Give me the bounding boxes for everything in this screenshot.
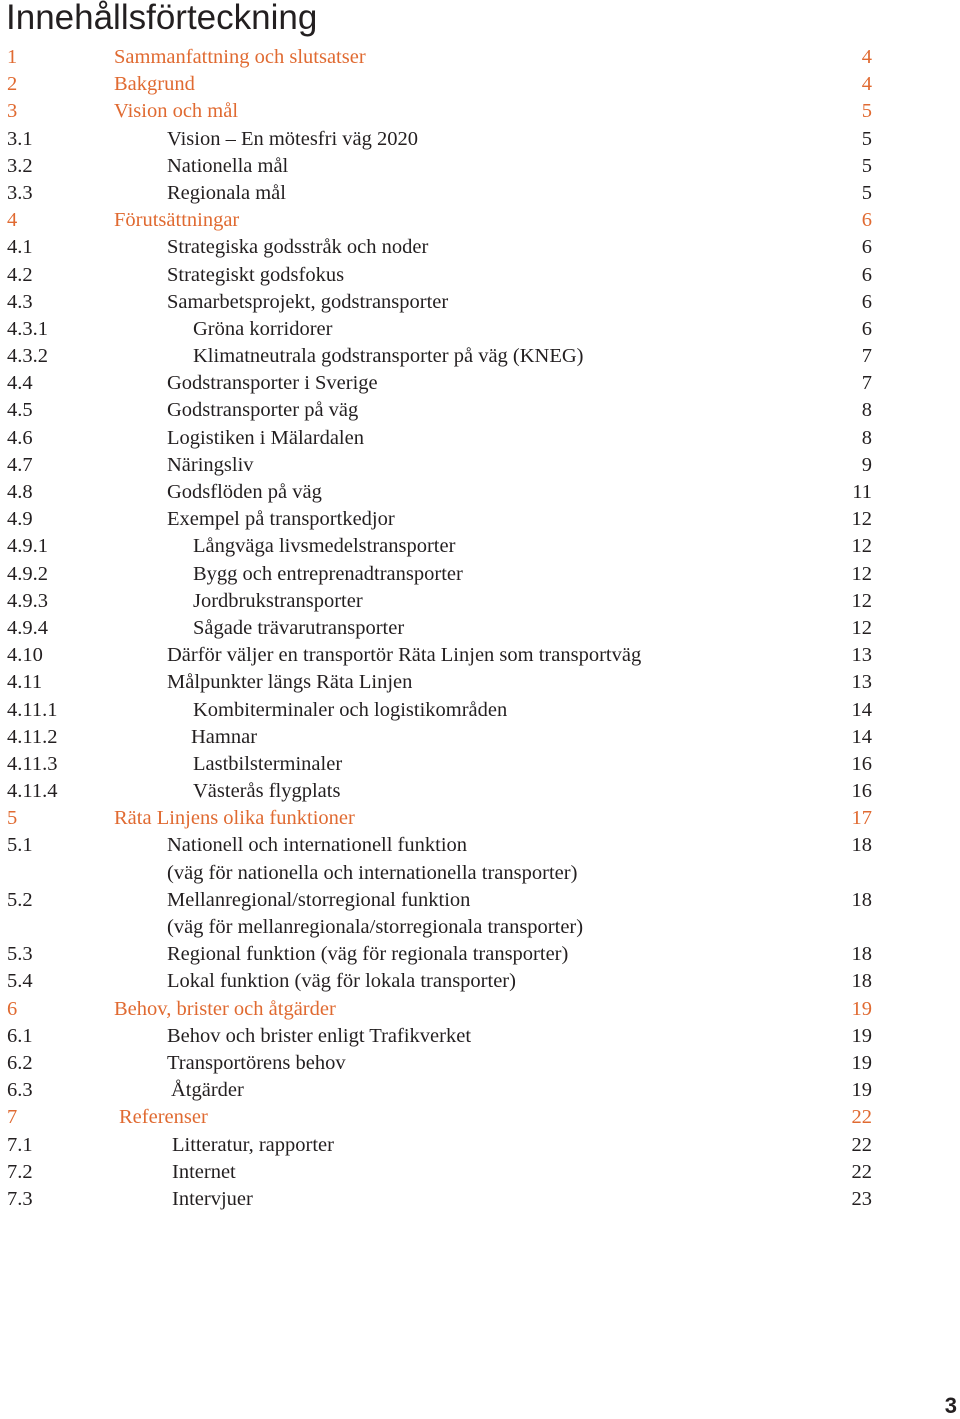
toc-entry[interactable]: [0, 887, 960, 914]
toc-entry[interactable]: [0, 452, 960, 479]
toc-entry-number: 5.2: [7, 888, 33, 911]
toc-entry-number: 6.3: [7, 1079, 33, 1102]
toc-entry-number: 4.7: [7, 453, 33, 476]
toc-entry-page: 12: [851, 562, 872, 585]
toc-entry[interactable]: [0, 316, 960, 343]
toc-entry-page: 16: [851, 752, 872, 775]
toc-entry[interactable]: [0, 561, 960, 588]
toc-entry-number: 5: [7, 807, 18, 830]
toc-entry[interactable]: [0, 968, 960, 995]
toc-entry-number: 3.1: [7, 127, 33, 150]
toc-entry[interactable]: [0, 479, 960, 506]
toc-entry-page: 18: [851, 888, 872, 911]
toc-entry-page: 14: [851, 725, 872, 748]
toc-entry-page: 13: [851, 671, 872, 694]
toc-entry[interactable]: [0, 1050, 960, 1077]
toc-entry-page: 6: [861, 317, 872, 340]
toc-entry-number: 4.11.2: [7, 725, 58, 748]
toc-entry-page: 22: [851, 1160, 872, 1183]
toc-entry-number: 4.9.3: [7, 589, 48, 612]
toc-entry-page: 18: [851, 943, 872, 966]
toc-entry-page: 14: [851, 698, 872, 721]
toc-entry-title: Sammanfattning och slutsatser: [114, 46, 366, 68]
toc-entry[interactable]: [0, 397, 960, 424]
toc-entry[interactable]: [0, 642, 960, 669]
toc-entry-title: Bakgrund: [114, 73, 195, 96]
toc-entry-title: Lokal funktion (väg för lokala transporter): [167, 970, 516, 993]
toc-entry-title: Internet: [172, 1160, 236, 1183]
toc-entry-page: 5: [861, 100, 872, 123]
toc-entry-title: Räta Linjens olika funktioner: [114, 807, 355, 830]
toc-entry-title: Nationell och internationell funktion: [167, 834, 468, 857]
toc-entry-title: Hamnar: [191, 725, 258, 748]
toc-entry-number: 4.11.3: [7, 752, 58, 775]
toc-entry-page: 19: [851, 1079, 872, 1102]
toc-entry[interactable]: [0, 941, 960, 968]
toc-entry-number: 4.3.2: [7, 345, 48, 368]
toc-entry-page: 11: [852, 481, 872, 503]
toc-entry[interactable]: [0, 126, 960, 153]
toc-entry-title: Västerås flygplats: [193, 780, 341, 803]
toc-entry-number: 4.9.1: [7, 535, 48, 558]
toc-entry-title: Långväga livsmedelstransporter: [193, 535, 456, 558]
toc-entry[interactable]: [0, 1104, 960, 1131]
toc-entry-page: 7: [861, 372, 872, 395]
toc-entry[interactable]: [0, 425, 960, 452]
toc-entry-number: 6.1: [7, 1024, 33, 1047]
toc-entry-title: Näringsliv: [167, 453, 254, 476]
toc-entry-page: 22: [851, 1106, 872, 1129]
toc-entry[interactable]: [0, 778, 960, 805]
toc-entry-title: Samarbetsprojekt, godstransporter: [167, 290, 449, 313]
toc-entry-page: 6: [861, 263, 872, 286]
toc-entry-title: Godstransporter på väg: [167, 399, 359, 422]
toc-entry-title: Godsflöden på väg: [167, 481, 322, 503]
toc-entry-number: 4: [7, 209, 18, 232]
toc-entry-number: 1: [7, 46, 18, 68]
toc-entry-page: 17: [851, 807, 872, 830]
toc-entry-page: 8: [861, 426, 872, 449]
toc-entry[interactable]: [0, 1159, 960, 1186]
toc-entry-number: 4.9.4: [7, 616, 48, 639]
toc-entry-title: Nationella mål: [167, 154, 289, 177]
toc-entry-title: Logistiken i Mälardalen: [167, 426, 364, 449]
toc-entry-title: Målpunkter längs Räta Linjen: [167, 671, 413, 694]
toc-entry[interactable]: [0, 207, 960, 234]
toc-entry-title: Strategiskt godsfokus: [167, 263, 345, 286]
toc-entry-title: (väg för nationella och internationella transporter): [167, 861, 578, 884]
toc-entry-number: 4.1: [7, 236, 33, 259]
toc-entry-page: 5: [861, 154, 872, 177]
toc-entry-page: 5: [861, 127, 872, 150]
toc-entry[interactable]: [0, 234, 960, 261]
toc-entry[interactable]: [0, 697, 960, 724]
toc-entry-page: 16: [851, 780, 872, 803]
toc-entry-title: Exempel på transportkedjor: [167, 508, 395, 531]
toc-entry[interactable]: [0, 1023, 960, 1050]
toc-entry[interactable]: [0, 588, 960, 615]
toc-entry-title: Litteratur, rapporter: [172, 1133, 334, 1156]
toc-entry-title: Behov och brister enligt Trafikverket: [167, 1024, 472, 1047]
toc-entry-title: Transportörens behov: [167, 1051, 346, 1074]
toc-entry-page: 8: [861, 399, 872, 422]
toc-entry[interactable]: [0, 153, 960, 180]
toc-entry-title: Regionala mål: [167, 181, 286, 204]
toc-entry-title: Klimatneutrala godstransporter på väg (KNEG): [193, 345, 584, 368]
toc-entry-title: Gröna korridorer: [193, 317, 333, 340]
toc-entry-page: 12: [851, 508, 872, 531]
toc-entry[interactable]: [0, 805, 960, 832]
toc-entry-number: 5.3: [7, 943, 33, 966]
toc-entry-title: Strategiska godsstråk och noder: [167, 236, 429, 259]
toc-entry-number: 4.3: [7, 290, 33, 313]
toc-entry-number: 3: [7, 100, 18, 123]
toc-entry-page: 7: [861, 345, 872, 368]
toc-entry-number: 4.11: [7, 671, 43, 694]
toc-entry-title: Bygg och entreprenadtransporter: [193, 562, 463, 585]
toc-entry-title: Kombiterminaler och logistikområden: [193, 698, 508, 721]
toc-entry[interactable]: [0, 506, 960, 533]
toc-entry-page: 18: [851, 834, 872, 857]
toc-entry-title: Vision och mål: [114, 100, 239, 123]
toc-entry-title: Intervjuer: [172, 1187, 253, 1210]
toc-entry[interactable]: [0, 98, 960, 125]
toc-entry-number: 4.10: [7, 644, 43, 667]
toc-entry[interactable]: [0, 180, 960, 207]
toc-entry-page: 22: [851, 1133, 872, 1156]
toc-entry[interactable]: [0, 832, 960, 859]
toc-entry[interactable]: [0, 1132, 960, 1159]
toc-entry-number: 7: [7, 1106, 18, 1129]
toc-entry[interactable]: [0, 44, 960, 71]
table-of-contents: [0, 44, 960, 1213]
toc-entry-title: (väg för mellanregionala/storregionala transporter): [167, 916, 584, 938]
toc-entry[interactable]: [0, 669, 960, 696]
toc-entry-page: 13: [851, 644, 872, 667]
toc-entry-page: 9: [861, 453, 872, 476]
toc-entry-number: 4.8: [7, 481, 33, 503]
toc-entry-page: 12: [851, 535, 872, 558]
toc-entry-title: Referenser: [119, 1106, 208, 1129]
toc-entry-title: Lastbilsterminaler: [193, 752, 343, 775]
toc-entry-title: Sågade trävarutransporter: [193, 616, 405, 639]
page-title: Innehållsförteckning: [6, 0, 318, 37]
toc-entry-number: 4.9.2: [7, 562, 48, 585]
toc-entry-title: Förutsättningar: [114, 209, 240, 232]
toc-entry-number: 4.2: [7, 263, 33, 286]
toc-entry-number: 6: [7, 997, 18, 1020]
toc-entry-number: 7.1: [7, 1133, 33, 1156]
toc-entry-page: 19: [851, 997, 872, 1020]
toc-entry-number: 7.3: [7, 1187, 33, 1210]
toc-entry-title: Jordbrukstransporter: [193, 589, 363, 612]
toc-entry-number: 3.2: [7, 154, 33, 177]
toc-entry-number: 4.4: [7, 372, 33, 395]
toc-entry-page: 6: [861, 209, 872, 232]
toc-entry-page: 4: [861, 46, 872, 68]
toc-entry[interactable]: [0, 71, 960, 98]
toc-entry-number: 6.2: [7, 1051, 33, 1074]
page-number: 3: [944, 1393, 957, 1418]
toc-entry[interactable]: [0, 262, 960, 289]
toc-entry[interactable]: [0, 289, 960, 316]
toc-entry-page: 23: [851, 1187, 872, 1210]
toc-entry-title: Behov, brister och åtgärder: [114, 997, 336, 1020]
toc-entry[interactable]: [0, 615, 960, 642]
toc-entry-title: Regional funktion (väg för regionala transporter): [167, 943, 569, 966]
toc-entry-page: 6: [861, 236, 872, 259]
toc-entry-number: 4.5: [7, 399, 33, 422]
toc-entry-page: 4: [861, 73, 872, 96]
toc-entry[interactable]: [0, 751, 960, 778]
toc-entry-page: 12: [851, 616, 872, 639]
toc-entry-number: 3.3: [7, 181, 33, 204]
toc-entry-title: Mellanregional/storregional funktion: [167, 888, 471, 911]
toc-entry[interactable]: [0, 533, 960, 560]
toc-entry-number: 4.11.4: [7, 780, 58, 803]
toc-entry-page: 18: [851, 970, 872, 993]
toc-entry[interactable]: [0, 1186, 960, 1213]
toc-entry[interactable]: [0, 1077, 960, 1104]
toc-entry-title: Godstransporter i Sverige: [167, 372, 378, 395]
toc-entry-continuation: [0, 914, 960, 941]
toc-entry-continuation: [0, 860, 960, 887]
toc-entry-title: Åtgärder: [171, 1079, 244, 1102]
toc-entry[interactable]: [0, 724, 960, 751]
toc-entry-page: 19: [851, 1024, 872, 1047]
toc-entry-page: 6: [861, 290, 872, 313]
toc-entry-number: 4.6: [7, 426, 33, 449]
toc-entry-number: 7.2: [7, 1160, 33, 1183]
toc-entry-number: 5.4: [7, 970, 33, 993]
toc-entry[interactable]: [0, 996, 960, 1023]
toc-entry-page: 19: [851, 1051, 872, 1074]
toc-entry-number: 2: [7, 73, 18, 96]
toc-entry-number: 5.1: [7, 834, 33, 857]
toc-entry-page: 5: [861, 181, 872, 204]
toc-entry[interactable]: [0, 343, 960, 370]
toc-entry[interactable]: [0, 370, 960, 397]
toc-entry-number: 4.11.1: [7, 698, 58, 721]
toc-entry-number: 4.9: [7, 508, 33, 531]
toc-entry-title: Vision – En mötesfri väg 2020: [167, 127, 419, 150]
toc-entry-page: 12: [851, 589, 872, 612]
toc-entry-number: 4.3.1: [7, 317, 48, 340]
toc-entry-title: Därför väljer en transportör Räta Linjen som transportväg: [167, 644, 642, 667]
